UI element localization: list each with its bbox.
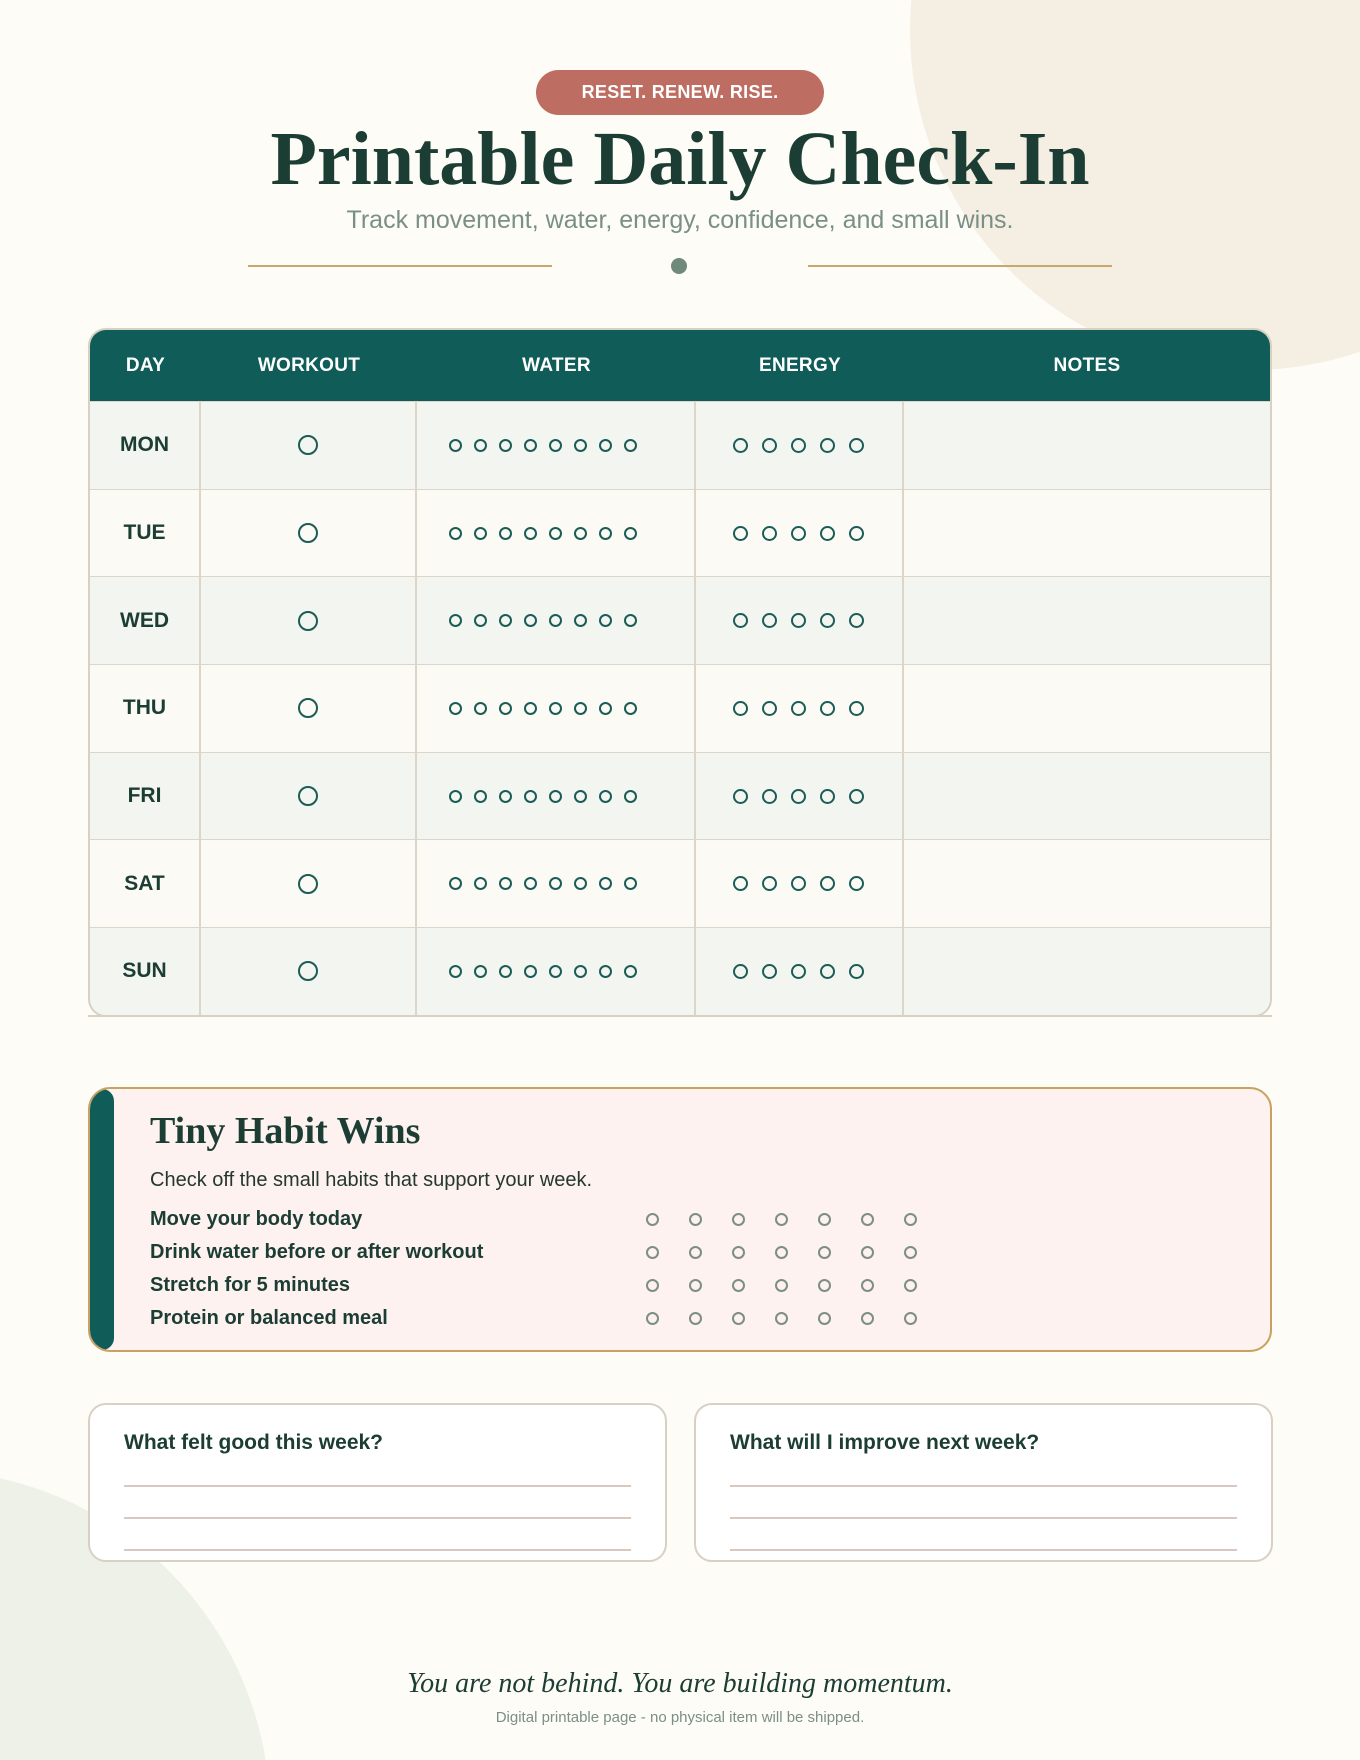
habit-label: Drink water before or after workout — [150, 1240, 484, 1263]
energy-level-circle-icon[interactable] — [820, 701, 835, 716]
notes-cell[interactable] — [904, 840, 1270, 927]
water-glass-circle-icon[interactable] — [499, 965, 512, 978]
water-glass-circle-icon[interactable] — [499, 614, 512, 627]
water-glass-circle-icon[interactable] — [574, 614, 587, 627]
divider-dot-icon — [671, 258, 687, 274]
water-glass-circle-icon[interactable] — [574, 702, 587, 715]
table-bottom-rule — [88, 1015, 1272, 1017]
habit-check-circle-icon[interactable] — [861, 1312, 874, 1325]
disclaimer-text: Digital printable page - no physical item will be shipped. — [495, 1709, 865, 1726]
habit-item — [150, 1303, 1230, 1333]
water-glass-circle-icon[interactable] — [449, 439, 462, 452]
water-glass-circle-icon[interactable] — [549, 439, 562, 452]
habit-check-circle-icon[interactable] — [775, 1279, 788, 1292]
reflection-title-felt-good: What felt good this week? — [124, 1431, 384, 1454]
divider-right — [808, 265, 1112, 267]
water-glass-circle-icon[interactable] — [599, 790, 612, 803]
water-cell — [417, 490, 696, 577]
table-row — [90, 576, 1270, 664]
water-glass-circle-icon[interactable] — [624, 965, 637, 978]
water-glass-circle-icon[interactable] — [449, 877, 462, 890]
water-glass-circle-icon[interactable] — [474, 877, 487, 890]
workout-cell — [201, 753, 417, 840]
water-glass-circle-icon[interactable] — [549, 790, 562, 803]
water-glass-circle-icon[interactable] — [499, 439, 512, 452]
workout-checkbox-circle-icon[interactable] — [298, 611, 318, 631]
habit-checks — [646, 1213, 947, 1226]
day-label: MON — [90, 402, 201, 489]
day-label: THU — [90, 665, 201, 752]
habit-check-circle-icon[interactable] — [646, 1279, 659, 1292]
water-glass-circle-icon[interactable] — [599, 702, 612, 715]
energy-level-circle-icon[interactable] — [762, 613, 777, 628]
water-glass-circle-icon[interactable] — [474, 527, 487, 540]
habit-check-circle-icon[interactable] — [861, 1279, 874, 1292]
habits-description: Check off the small habits that support your week. — [150, 1169, 593, 1191]
workout-cell — [201, 840, 417, 927]
water-glass-circle-icon[interactable] — [549, 965, 562, 978]
habit-check-circle-icon[interactable] — [689, 1246, 702, 1259]
habits-accent-bar — [90, 1089, 114, 1350]
workout-cell — [201, 665, 417, 752]
water-glass-circle-icon[interactable] — [499, 790, 512, 803]
habit-item — [150, 1204, 1230, 1234]
energy-level-circle-icon[interactable] — [849, 526, 864, 541]
water-glass-circle-icon[interactable] — [524, 877, 537, 890]
habit-check-circle-icon[interactable] — [861, 1213, 874, 1226]
energy-level-circle-icon[interactable] — [733, 438, 748, 453]
water-glass-circle-icon[interactable] — [524, 527, 537, 540]
energy-level-circle-icon[interactable] — [733, 876, 748, 891]
energy-level-circle-icon[interactable] — [849, 613, 864, 628]
notes-cell[interactable] — [904, 753, 1270, 840]
writing-line[interactable] — [124, 1517, 631, 1519]
water-glass-circle-icon[interactable] — [599, 965, 612, 978]
water-glass-circle-icon[interactable] — [549, 527, 562, 540]
day-label: SAT — [90, 840, 201, 927]
water-glass-circle-icon[interactable] — [524, 702, 537, 715]
workout-cell — [201, 402, 417, 489]
water-glass-circle-icon[interactable] — [599, 877, 612, 890]
water-glass-circle-icon[interactable] — [499, 877, 512, 890]
habit-check-circle-icon[interactable] — [732, 1312, 745, 1325]
habit-item — [150, 1270, 1230, 1300]
habit-check-circle-icon[interactable] — [646, 1246, 659, 1259]
water-glass-circle-icon[interactable] — [624, 439, 637, 452]
day-label: SUN — [90, 928, 201, 1015]
energy-level-circle-icon[interactable] — [791, 526, 806, 541]
table-row — [90, 401, 1270, 489]
motivational-quote: You are not behind. You are building momentum. — [407, 1668, 953, 1699]
workout-cell — [201, 928, 417, 1015]
water-glass-circle-icon[interactable] — [549, 877, 562, 890]
habit-check-circle-icon[interactable] — [732, 1213, 745, 1226]
column-header-day: DAY — [125, 354, 166, 376]
energy-level-circle-icon[interactable] — [733, 789, 748, 804]
tagline-badge: RESET. RENEW. RISE. — [536, 70, 824, 115]
energy-level-circle-icon[interactable] — [733, 613, 748, 628]
notes-cell[interactable] — [904, 402, 1270, 489]
habit-label: Stretch for 5 minutes — [150, 1273, 351, 1296]
tiny-habit-wins-card — [88, 1087, 1272, 1352]
water-glass-circle-icon[interactable] — [449, 614, 462, 627]
reflection-title-improve: What will I improve next week? — [730, 1431, 1040, 1454]
writing-line[interactable] — [730, 1549, 1237, 1551]
water-glass-circle-icon[interactable] — [599, 527, 612, 540]
energy-cell — [696, 402, 904, 489]
energy-level-circle-icon[interactable] — [791, 613, 806, 628]
notes-cell[interactable] — [904, 577, 1270, 664]
water-cell — [417, 665, 696, 752]
habit-check-circle-icon[interactable] — [775, 1246, 788, 1259]
writing-line[interactable] — [124, 1549, 631, 1551]
energy-level-circle-icon[interactable] — [791, 701, 806, 716]
water-glass-circle-icon[interactable] — [449, 965, 462, 978]
reflection-box-improve — [694, 1403, 1273, 1562]
energy-level-circle-icon[interactable] — [820, 964, 835, 979]
energy-level-circle-icon[interactable] — [849, 701, 864, 716]
energy-level-circle-icon[interactable] — [820, 438, 835, 453]
energy-level-circle-icon[interactable] — [791, 964, 806, 979]
habit-check-circle-icon[interactable] — [732, 1279, 745, 1292]
energy-cell — [696, 840, 904, 927]
day-label: WED — [90, 577, 201, 664]
habit-check-circle-icon[interactable] — [646, 1312, 659, 1325]
habit-check-circle-icon[interactable] — [904, 1213, 917, 1226]
energy-level-circle-icon[interactable] — [762, 876, 777, 891]
habit-checks — [646, 1312, 947, 1325]
water-cell — [417, 840, 696, 927]
workout-checkbox-circle-icon[interactable] — [298, 435, 318, 455]
water-glass-circle-icon[interactable] — [474, 965, 487, 978]
habit-check-circle-icon[interactable] — [818, 1312, 831, 1325]
workout-cell — [201, 577, 417, 664]
water-glass-circle-icon[interactable] — [449, 527, 462, 540]
energy-level-circle-icon[interactable] — [762, 964, 777, 979]
habit-check-circle-icon[interactable] — [689, 1312, 702, 1325]
water-glass-circle-icon[interactable] — [474, 790, 487, 803]
column-header-water: WATER — [522, 354, 591, 376]
habit-check-circle-icon[interactable] — [775, 1213, 788, 1226]
table-row — [90, 839, 1270, 927]
weekly-checkin-table — [88, 328, 1272, 1017]
writing-line[interactable] — [124, 1485, 631, 1487]
habit-check-circle-icon[interactable] — [646, 1213, 659, 1226]
habit-check-circle-icon[interactable] — [904, 1246, 917, 1259]
energy-level-circle-icon[interactable] — [791, 789, 806, 804]
water-glass-circle-icon[interactable] — [599, 614, 612, 627]
energy-cell — [696, 753, 904, 840]
energy-level-circle-icon[interactable] — [762, 701, 777, 716]
water-glass-circle-icon[interactable] — [624, 877, 637, 890]
energy-cell — [696, 490, 904, 577]
table-row — [90, 664, 1270, 752]
workout-checkbox-circle-icon[interactable] — [298, 523, 318, 543]
habit-checks — [646, 1279, 947, 1292]
workout-cell — [201, 490, 417, 577]
energy-level-circle-icon[interactable] — [733, 701, 748, 716]
habit-check-circle-icon[interactable] — [904, 1279, 917, 1292]
energy-level-circle-icon[interactable] — [733, 526, 748, 541]
water-glass-circle-icon[interactable] — [474, 614, 487, 627]
habit-check-circle-icon[interactable] — [818, 1246, 831, 1259]
table-header — [90, 330, 1270, 401]
water-glass-circle-icon[interactable] — [599, 439, 612, 452]
column-header-notes: NOTES — [1053, 354, 1121, 376]
table-row — [90, 927, 1270, 1015]
water-glass-circle-icon[interactable] — [624, 702, 637, 715]
divider-left — [248, 265, 552, 267]
water-cell — [417, 928, 696, 1015]
energy-cell — [696, 577, 904, 664]
water-glass-circle-icon[interactable] — [574, 790, 587, 803]
table-row — [90, 752, 1270, 840]
energy-level-circle-icon[interactable] — [791, 438, 806, 453]
workout-checkbox-circle-icon[interactable] — [298, 786, 318, 806]
day-label: TUE — [90, 490, 201, 577]
workout-checkbox-circle-icon[interactable] — [298, 874, 318, 894]
water-glass-circle-icon[interactable] — [524, 965, 537, 978]
page-title: Printable Daily Check-In — [270, 117, 1090, 201]
energy-level-circle-icon[interactable] — [733, 964, 748, 979]
water-glass-circle-icon[interactable] — [524, 614, 537, 627]
notes-cell[interactable] — [904, 928, 1270, 1015]
water-glass-circle-icon[interactable] — [499, 702, 512, 715]
water-glass-circle-icon[interactable] — [474, 439, 487, 452]
water-cell — [417, 577, 696, 664]
habit-check-circle-icon[interactable] — [689, 1213, 702, 1226]
water-glass-circle-icon[interactable] — [624, 527, 637, 540]
energy-cell — [696, 928, 904, 1015]
energy-level-circle-icon[interactable] — [849, 964, 864, 979]
water-glass-circle-icon[interactable] — [624, 790, 637, 803]
water-glass-circle-icon[interactable] — [549, 702, 562, 715]
water-cell — [417, 402, 696, 489]
energy-level-circle-icon[interactable] — [849, 789, 864, 804]
habit-check-circle-icon[interactable] — [904, 1312, 917, 1325]
table-body — [90, 401, 1270, 1015]
water-cell — [417, 753, 696, 840]
page-subtitle: Track movement, water, energy, confidence, and small wins. — [346, 206, 1014, 234]
workout-checkbox-circle-icon[interactable] — [298, 698, 318, 718]
habit-check-circle-icon[interactable] — [861, 1246, 874, 1259]
habit-check-circle-icon[interactable] — [818, 1213, 831, 1226]
table-row — [90, 489, 1270, 577]
energy-level-circle-icon[interactable] — [791, 876, 806, 891]
habit-check-circle-icon[interactable] — [689, 1279, 702, 1292]
water-glass-circle-icon[interactable] — [574, 965, 587, 978]
water-glass-circle-icon[interactable] — [449, 790, 462, 803]
column-header-workout: WORKOUT — [257, 354, 361, 376]
habits-title: Tiny Habit Wins — [150, 1110, 421, 1152]
energy-level-circle-icon[interactable] — [820, 876, 835, 891]
energy-cell — [696, 665, 904, 752]
day-label: FRI — [90, 753, 201, 840]
habit-check-circle-icon[interactable] — [732, 1246, 745, 1259]
energy-level-circle-icon[interactable] — [820, 613, 835, 628]
habit-check-circle-icon[interactable] — [775, 1312, 788, 1325]
water-glass-circle-icon[interactable] — [499, 527, 512, 540]
notes-cell[interactable] — [904, 665, 1270, 752]
water-glass-circle-icon[interactable] — [449, 702, 462, 715]
water-glass-circle-icon[interactable] — [549, 614, 562, 627]
energy-level-circle-icon[interactable] — [849, 438, 864, 453]
energy-level-circle-icon[interactable] — [762, 438, 777, 453]
water-glass-circle-icon[interactable] — [574, 527, 587, 540]
energy-level-circle-icon[interactable] — [849, 876, 864, 891]
energy-level-circle-icon[interactable] — [820, 789, 835, 804]
water-glass-circle-icon[interactable] — [524, 790, 537, 803]
energy-level-circle-icon[interactable] — [762, 789, 777, 804]
energy-level-circle-icon[interactable] — [820, 526, 835, 541]
column-header-energy: ENERGY — [758, 354, 842, 376]
water-glass-circle-icon[interactable] — [474, 702, 487, 715]
water-glass-circle-icon[interactable] — [574, 877, 587, 890]
energy-level-circle-icon[interactable] — [762, 526, 777, 541]
reflection-box-felt-good — [88, 1403, 667, 1562]
notes-cell[interactable] — [904, 490, 1270, 577]
water-glass-circle-icon[interactable] — [574, 439, 587, 452]
habit-label: Protein or balanced meal — [150, 1306, 388, 1329]
writing-line[interactable] — [730, 1517, 1237, 1519]
habit-label: Move your body today — [150, 1207, 363, 1230]
writing-line[interactable] — [730, 1485, 1237, 1487]
habit-check-circle-icon[interactable] — [818, 1279, 831, 1292]
workout-checkbox-circle-icon[interactable] — [298, 961, 318, 981]
water-glass-circle-icon[interactable] — [624, 614, 637, 627]
habit-checks — [646, 1246, 947, 1259]
water-glass-circle-icon[interactable] — [524, 439, 537, 452]
habit-item — [150, 1237, 1230, 1267]
